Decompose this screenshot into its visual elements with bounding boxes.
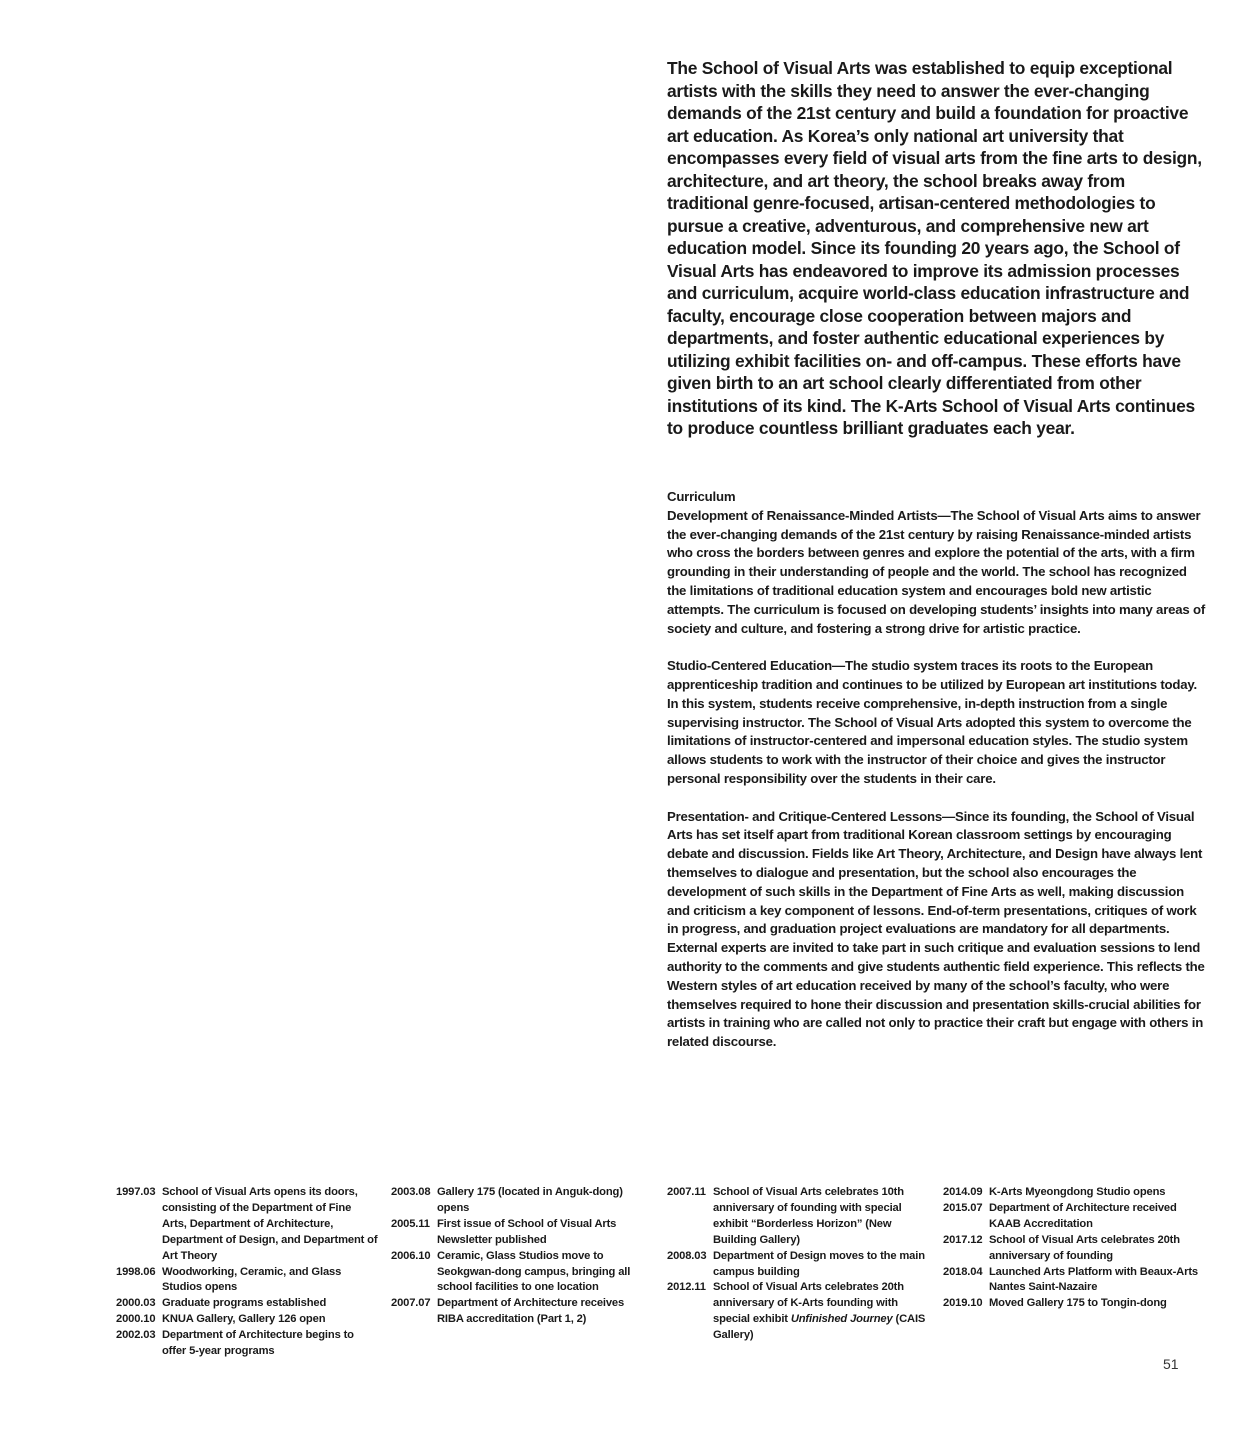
timeline-date: 2018.04 [943, 1265, 983, 1278]
timeline-entry [667, 1249, 929, 1281]
page-number: 51 [1163, 1356, 1179, 1372]
timeline-entry [943, 1233, 1205, 1265]
timeline-text-part: (CAIS Gallery) [713, 1313, 926, 1342]
timeline-text: Woodworking, Ceramic, and Glass Studios opens [162, 1265, 342, 1294]
timeline-column-1 [116, 1185, 378, 1360]
timeline-date: 2000.10 [116, 1313, 156, 1326]
timeline-entry [116, 1328, 378, 1360]
timeline-entry [943, 1296, 1205, 1312]
timeline-entry [116, 1185, 378, 1265]
timeline-entry [943, 1265, 1205, 1297]
timeline-entry [116, 1296, 378, 1312]
curriculum-paragraph-renaissance: Development of Renaissance-Minded Artists—The School of Visual Arts aims to answer the ever-changing demands of the 21st century by raising Renaissance-minded artists who cross the borders between genres and explore the potential of the arts, with a firm grounding in their understanding of people and the world. The school has recognized the limitations of traditional education system and encourages bold new artistic attempts. The curriculum is focused on developing students’ insights into many areas of society and culture, and fostering a strong drive for artistic practice. [667, 507, 1206, 636]
intro-paragraph: The School of Visual Arts was established to equip exceptional artists with the skills they need to answer the ever-changing demands of the 21st century and build a foundation for proactive art education. As Korea’s only national art university that encompasses every field of visual arts from the fine arts to design, architecture, and art theory, the school breaks away from traditional genre-focused, artisan-centered methodologies to pursue a creative, adventurous, and comprehensive new art education model. Since its founding 20 years ago, the School of Visual Arts has endeavored to improve its admission processes and curriculum, acquire world-class education infrastructure and faculty, encourage close cooperation between majors and departments, and foster authentic educational experiences by utilizing exhibit facilities on- and off-campus. These efforts have given birth to an art school clearly differentiated from other institutions of its kind. The K-Arts School of Visual Arts continues to produce countless brilliant graduates each year. [667, 58, 1202, 438]
timeline-entry [391, 1249, 653, 1297]
timeline-date: 2007.07 [391, 1297, 431, 1310]
timeline-entry [943, 1201, 1205, 1233]
timeline-date: 2008.03 [667, 1249, 707, 1262]
curriculum-section [667, 488, 1207, 1071]
timeline-entry [943, 1185, 1205, 1201]
timeline-text: Department of Architecture received KAAB Accreditation [989, 1201, 1177, 1230]
timeline-column-3 [667, 1185, 929, 1344]
exhibit-title: Unfinished Journey [790, 1313, 893, 1326]
timeline-entry [391, 1217, 653, 1249]
timeline-date: 2015.07 [943, 1201, 983, 1214]
timeline-date: 2014.09 [943, 1186, 983, 1198]
timeline-entry [391, 1296, 653, 1328]
timeline-text: School of Visual Arts celebrates 20th anniversary of founding [989, 1233, 1180, 1262]
timeline-date: 1997.03 [116, 1186, 156, 1198]
timeline-date: 2000.03 [116, 1297, 156, 1310]
timeline-text: Gallery 175 (located in Anguk-dong) opens [437, 1186, 623, 1214]
timeline-date: 2019.10 [943, 1297, 983, 1310]
timeline-text: Department of Design moves to the main campus building [713, 1249, 925, 1278]
timeline-entry [116, 1312, 378, 1328]
timeline-text: Moved Gallery 175 to Tongin-dong [989, 1297, 1167, 1310]
timeline-entry [391, 1185, 653, 1217]
timeline-text: Department of Architecture receives RIBA accreditation (Part 1, 2) [437, 1297, 625, 1326]
timeline-date: 2012.11 [667, 1281, 706, 1294]
timeline-entry [116, 1265, 378, 1297]
timeline-column-4 [943, 1185, 1205, 1312]
timeline-date: 2017.12 [943, 1233, 983, 1246]
timeline-date: 1998.06 [116, 1265, 156, 1278]
timeline-text: Graduate programs established [162, 1297, 327, 1310]
timeline-text: Launched Arts Platform with Beaux-Arts Nantes Saint-Nazaire [989, 1265, 1198, 1294]
timeline-date: 2003.08 [391, 1186, 431, 1198]
timeline-text: School of Visual Arts celebrates 10th anniversary of founding with special exhibit “Borderless Horizon” (New Building Gallery) [713, 1186, 904, 1246]
timeline-date: 2007.11 [667, 1186, 706, 1198]
timeline-column-2 [391, 1185, 653, 1328]
timeline-entry [667, 1280, 929, 1344]
timeline-date: 2006.10 [391, 1249, 431, 1262]
timeline-date: 2002.03 [116, 1329, 156, 1342]
timeline-text: KNUA Gallery, Gallery 126 open [162, 1313, 326, 1326]
curriculum-paragraph-critique: Presentation- and Critique-Centered Lessons—Since its founding, the School of Visual Arts has set itself apart from traditional Korean classroom settings by encouraging debate and discussion. Fields like Art Theory, Architecture, and Design have always lent themselves to dialogue and presentation, but the school also encourages the development of such skills in the Department of Fine Arts as well, making discussion and criticism a key component of lessons. End-of-term presentations, critiques of work in progress, and graduation project evaluations are mandatory for all departments. External experts are invited to take part in such critique and evaluation sessions to lend authority to the comments and give students authentic field experience. This reflects the Western styles of art education received by many of the school’s faculty, who were themselves required to hone their discussion and presentation skills-crucial abilities for artists in training who are called not only to practice their craft but engage with others in related discourse. [667, 808, 1205, 1050]
timeline-text: K-Arts Myeongdong Studio opens [989, 1186, 1166, 1198]
timeline-text-part: School of Visual Arts celebrates 20th anniversary of K-Arts founding with special exhibit [713, 1281, 904, 1326]
timeline-date: 2005.11 [391, 1217, 430, 1230]
timeline-text: First issue of School of Visual Arts Newsletter published [437, 1217, 617, 1246]
timeline-text: School of Visual Arts opens its doors, consisting of the Department of Fine Arts, Department of Architecture, Department of Design, and Department of Art Theory [162, 1186, 378, 1262]
timeline-text [713, 1280, 929, 1344]
curriculum-heading: Curriculum [667, 489, 736, 504]
timeline-text: Ceramic, Glass Studios move to Seokgwan-dong campus, bringing all school facilities to one location [437, 1249, 631, 1294]
timeline-text: Department of Architecture begins to offer 5-year programs [162, 1329, 354, 1358]
timeline-entry [667, 1185, 929, 1249]
curriculum-paragraph-studio: Studio-Centered Education—The studio system traces its roots to the European apprenticeship tradition and continues to be utilized by European art institutions today. In this system, students receive comprehensive, in-depth instruction from a single supervising instructor. The School of Visual Arts adopted this system to overcome the limitations of instructor-centered and impersonal education styles. The studio system allows students to work with the instructor of their choice and gives the instructor personal responsibility over the students in their care. [667, 658, 1198, 786]
